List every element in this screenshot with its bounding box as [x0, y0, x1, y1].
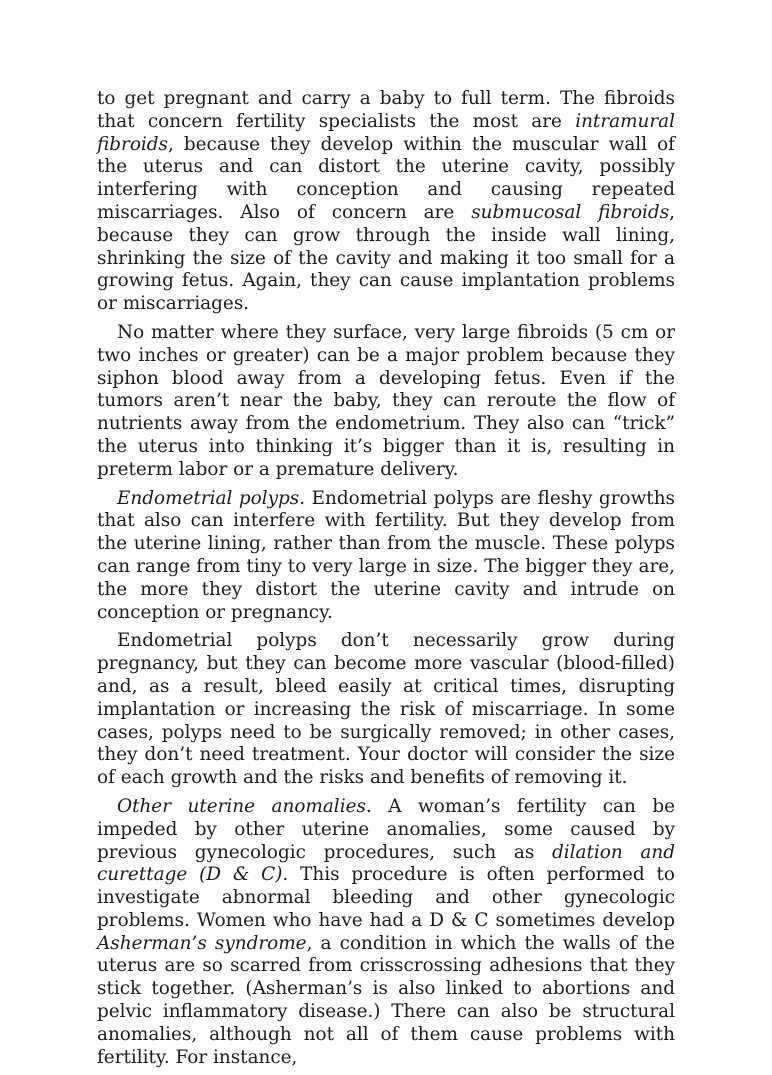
paragraph-1-run-1: to get pregnant and carry a baby to full term. The fibroids that concern fertility specialists the most are [97, 88, 675, 132]
paragraph-2 [97, 322, 675, 482]
heading-other-uterine-anomalies: Other uterine anomalies [117, 795, 366, 817]
paragraph-5-run-4: . This procedure is often performed to investigate abnormal bleeding and other gynecologic problems. Women who have had a D & C sometimes develop [97, 864, 675, 931]
paragraph-5-run-6: , a condition in which the walls of the uterus are so scarred from crisscrossing adhesions that they stick together. (Asherman’s is also linked to abortions and pelvic inflammatory disease.) There can also be structural anomalies, although not all of them cause problems with fertility. For instance, [97, 932, 676, 1068]
paragraph-2-run-1: No matter where they surface, very large fibroids (5 cm or two inches or greater) can be a major problem because they siphon blood away from a developing fetus. Even if the tumors aren’t near the baby, they can reroute the flow of nutrients away from the endometrium. They also can “trick” the uterus into thinking it’s bigger than it is, resulting in preterm labor or a premature delivery. [97, 321, 675, 480]
term-intramural-fibroids: intramural fibroids [97, 110, 675, 155]
page-body [97, 88, 675, 1075]
paragraph-3 [97, 488, 675, 625]
term-ashermans-syndrome: Asherman’s syndrome [97, 932, 307, 954]
heading-endometrial-polyps: Endometrial polyps [117, 487, 300, 509]
term-submucosal-fibroids: submucosal fibroids [471, 201, 670, 223]
paragraph-1 [97, 88, 675, 316]
paragraph-4-run-1: Endometrial polyps don’t necessarily grow during pregnancy, but they can become more vascular (blood-filled) and, as a result, bleed easily at critical times, disrupting implantation or increasing the risk of miscarriage. In some cases, polyps need to be surgically removed; in other cases, they don’t need treatment. Your doctor will consider the size of each growth and the risks and benefits of removing it. [97, 630, 675, 789]
term-dilation-and-curettage: dilation and curettage (D & C) [97, 841, 675, 886]
paragraph-1-run-5: , because they can grow through the inside wall lining, shrinking the size of the cavity and making it too small for a growing fetus. Again, they can cause implantation problems or miscarriages. [97, 201, 675, 315]
paragraph-1-run-3: , because they develop within the muscular wall of the uterus and can distort the uterine cavity, possibly interfering with conception and causing repeated miscarriages. Also of concern are [97, 133, 675, 223]
paragraph-4 [97, 630, 675, 790]
paragraph-5-run-2: . A woman’s fertility can be impeded by other uterine anomalies, some caused by previous gynecologic procedures, such as [97, 795, 675, 863]
paragraph-3-run-2: . Endometrial polyps are fleshy growths that also can interfere with fertility. But they develop from the uterine lining, rather than from the muscle. These polyps can range from tiny to very large in size. The bigger they are, the more they distort the uterine cavity and intrude on conception or pregnancy. [97, 487, 675, 623]
paragraph-5 [97, 796, 675, 1070]
